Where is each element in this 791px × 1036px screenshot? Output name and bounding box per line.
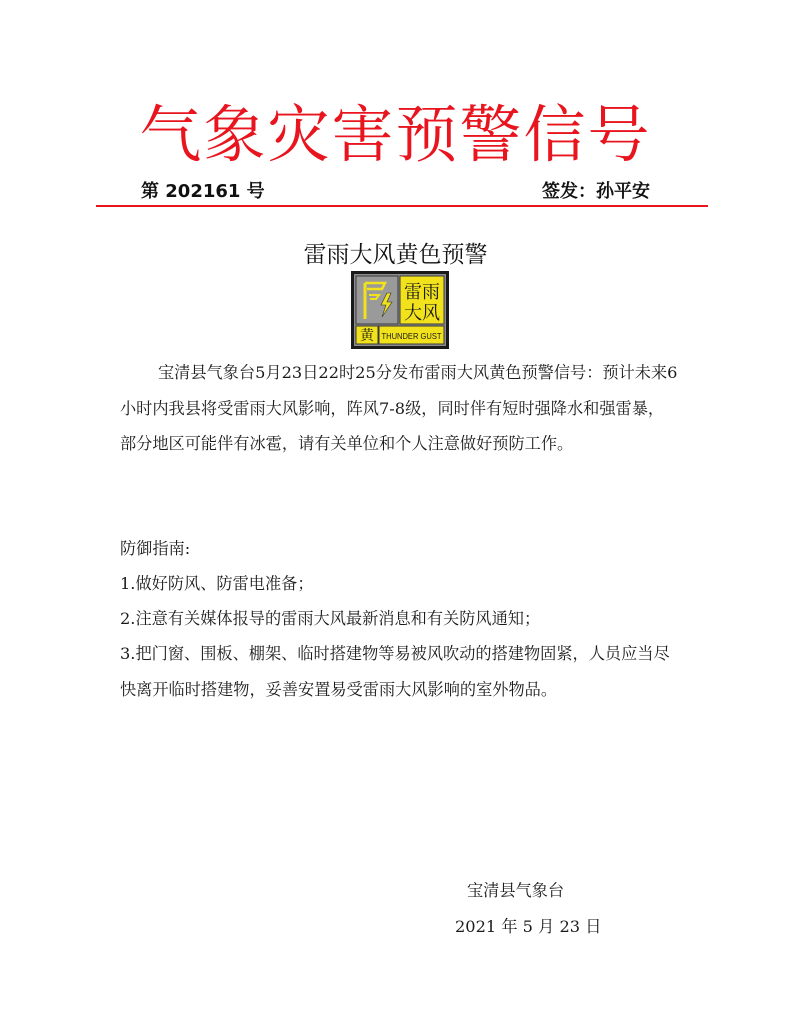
issue-date: 2021 年 5 月 23 日 <box>455 917 602 936</box>
issuer: 宝清县气象台 <box>467 881 565 900</box>
icon-char-top: 雷雨 <box>404 282 440 303</box>
icon-level-char: 黄 <box>360 328 374 344</box>
thunderstorm-gale-yellow-signal-icon <box>351 271 449 349</box>
header-divider <box>96 205 708 207</box>
icon-char-bottom: 大风 <box>404 303 440 324</box>
document-number: 第 202161 号 <box>141 181 265 202</box>
guide-title: 防御指南: <box>120 539 191 558</box>
document-title: 气象灾害预警信号 <box>139 98 652 171</box>
signer: 签发：孙平安 <box>542 181 650 202</box>
guide-item-3: 3.把门窗、围板、棚架、临时搭建物等易被风吹动的搭建物固紧，人员应当尽快离开临时搭建物，妥善安置易受雷雨大风影响的室外物品。 <box>120 644 670 699</box>
guide-item-1: 1.做好防风、防雷电准备； <box>120 574 314 593</box>
warning-paragraph: 宝清县气象台5月23日22时25分发布雷雨大风黄色预警信号：预计未来6小时内我县将受雷雨大风影响，阵风7-8级，同时伴有短时强降水和强雷暴，部分地区可能伴有冰雹，请有关单位和个人注意做好预防工作。 <box>120 363 678 454</box>
warning-title: 雷雨大风黄色预警 <box>303 242 488 268</box>
guide-item-2: 2.注意有关媒体报导的雷雨大风最新消息和有关防风通知； <box>120 609 541 628</box>
icon-english-label: THUNDER GUST <box>381 331 442 341</box>
